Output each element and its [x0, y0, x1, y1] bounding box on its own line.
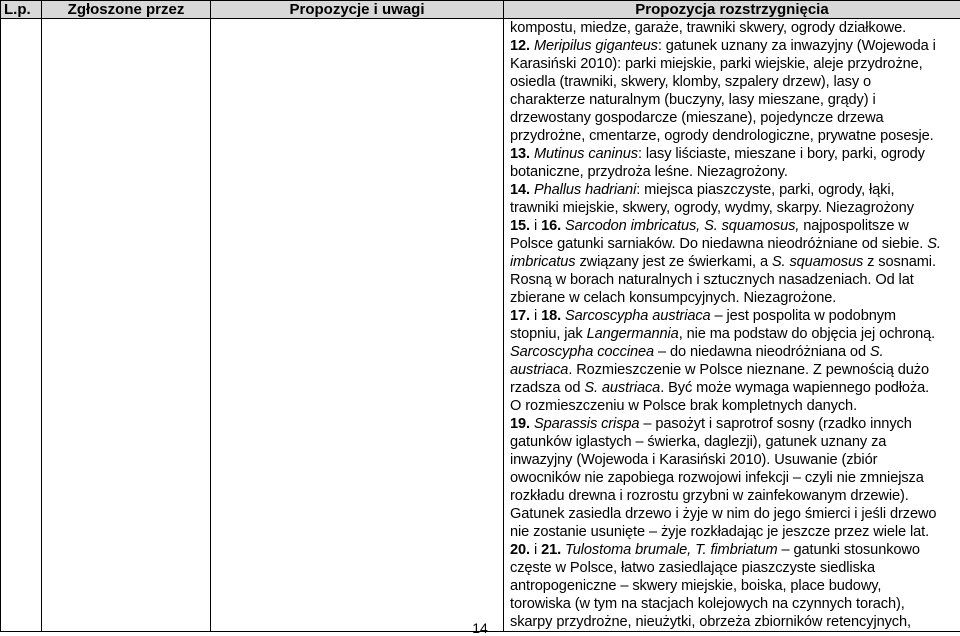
resolution-text — [504, 19, 960, 631]
text-line: trawniki miejskie, skwery, ogrody, wydmy, skarpy. Niezagrożony — [510, 199, 956, 217]
text-line: nie zostanie usunięte – żyje rozkładając je jeszcze przez wiele lat. — [510, 523, 956, 541]
text-line: Sarcoscypha coccinea – do niedawna nieodróżniana od S. — [510, 343, 956, 361]
text-line: przydrożne, cmentarze, ogrody dendrologiczne, prywatne posesje. — [510, 127, 956, 145]
text-line: imbricatus związany jest ze świerkami, a S. squamosus z sosnami. — [510, 253, 956, 271]
cell-lp — [1, 19, 42, 632]
text-line: drzewostany gospodarcze (mieszane), pojedyncze drzewa — [510, 109, 956, 127]
cell-submitted-by — [42, 19, 211, 632]
text-line: osiedla (trawniki, skwery, klomby, szpalery drzew), lasy o — [510, 73, 956, 91]
text-line: 19. Sparassis crispa – pasożyt i saprotrof sosny (rzadko innych — [510, 415, 956, 433]
header-proposals: Propozycje i uwagi — [211, 1, 504, 19]
text-line: stopniu, jak Langermannia, nie ma podstaw do objęcia jej ochroną. — [510, 325, 956, 343]
text-line: owocników nie zapobiega rozwojowi infekcji – czyli nie zmniejsza — [510, 469, 956, 487]
text-line: 13. Mutinus caninus: lasy liściaste, mieszane i bory, parki, ogrody — [510, 145, 956, 163]
header-resolution: Propozycja rozstrzygnięcia — [504, 1, 960, 19]
text-line: austriaca. Rozmieszczenie w Polsce nieznane. Z pewnością dużo — [510, 361, 956, 379]
page-number: 14 — [0, 620, 960, 636]
cell-resolution — [504, 19, 960, 632]
cell-proposals — [211, 19, 504, 632]
text-line: Karasiński 2010): parki miejskie, parki wiejskie, aleje przydrożne, — [510, 55, 956, 73]
text-line: Gatunek zasiedla drzewo i żyje w nim do jego śmierci i jeśli drzewo — [510, 505, 956, 523]
text-line: inwazyjny (Wojewoda i Karasiński 2010). Usuwanie (zbiór — [510, 451, 956, 469]
text-line: 15. i 16. Sarcodon imbricatus, S. squamosus, najpospolitsze w — [510, 217, 956, 235]
header-row — [1, 1, 960, 19]
header-lp: L.p. — [1, 1, 42, 19]
text-line: antropogeniczne – skwery miejskie, boiska, place budowy, — [510, 577, 956, 595]
text-line: 14. Phallus hadriani: miejsca piaszczyste, parki, ogrody, łąki, — [510, 181, 956, 199]
text-line: 12. Meripilus giganteus: gatunek uznany za inwazyjny (Wojewoda i — [510, 37, 956, 55]
header-submitted-by: Zgłoszone przez — [42, 1, 211, 19]
text-line: 17. i 18. Sarcoscypha austriaca – jest pospolita w podobnym — [510, 307, 956, 325]
text-line: Rosną w borach naturalnych i sztucznych nasadzeniach. Od lat — [510, 271, 956, 289]
text-line: torowiska (w tym na stacjach kolejowych na czynnych torach), — [510, 595, 956, 613]
text-line: 20. i 21. Tulostoma brumale, T. fimbriatum – gatunki stosunkowo — [510, 541, 956, 559]
text-line: gatunków iglastych – świerka, daglezji), gatunek uznany za — [510, 433, 956, 451]
text-line: skarpy przydrożne, nieużytki, obrzeża zbiorników retencyjnych, — [510, 613, 956, 631]
text-line: kompostu, miedze, garaże, trawniki skwery, ogrody działkowe. — [510, 19, 956, 37]
table-row — [1, 19, 960, 632]
text-line: Polsce gatunki sarniaków. Do niedawna nieodróżniane od siebie. S. — [510, 235, 956, 253]
text-line: charakterze naturalnym (buczyny, lasy mieszane, grądy) i — [510, 91, 956, 109]
text-line: częste w Polsce, łatwo zasiedlające piaszczyste siedliska — [510, 559, 956, 577]
text-line: O rozmieszczeniu w Polsce brak kompletnych danych. — [510, 397, 956, 415]
text-line: rzadsza od S. austriaca. Być może wymaga wapiennego podłoża. — [510, 379, 956, 397]
text-line: rozkładu drewna i rozrostu grzybni w zainfekowanym drzewie). — [510, 487, 956, 505]
text-line: zbierane w celach konsumpcyjnych. Niezagrożone. — [510, 289, 956, 307]
text-line: botaniczne, przydroża leśne. Niezagrożony. — [510, 163, 956, 181]
